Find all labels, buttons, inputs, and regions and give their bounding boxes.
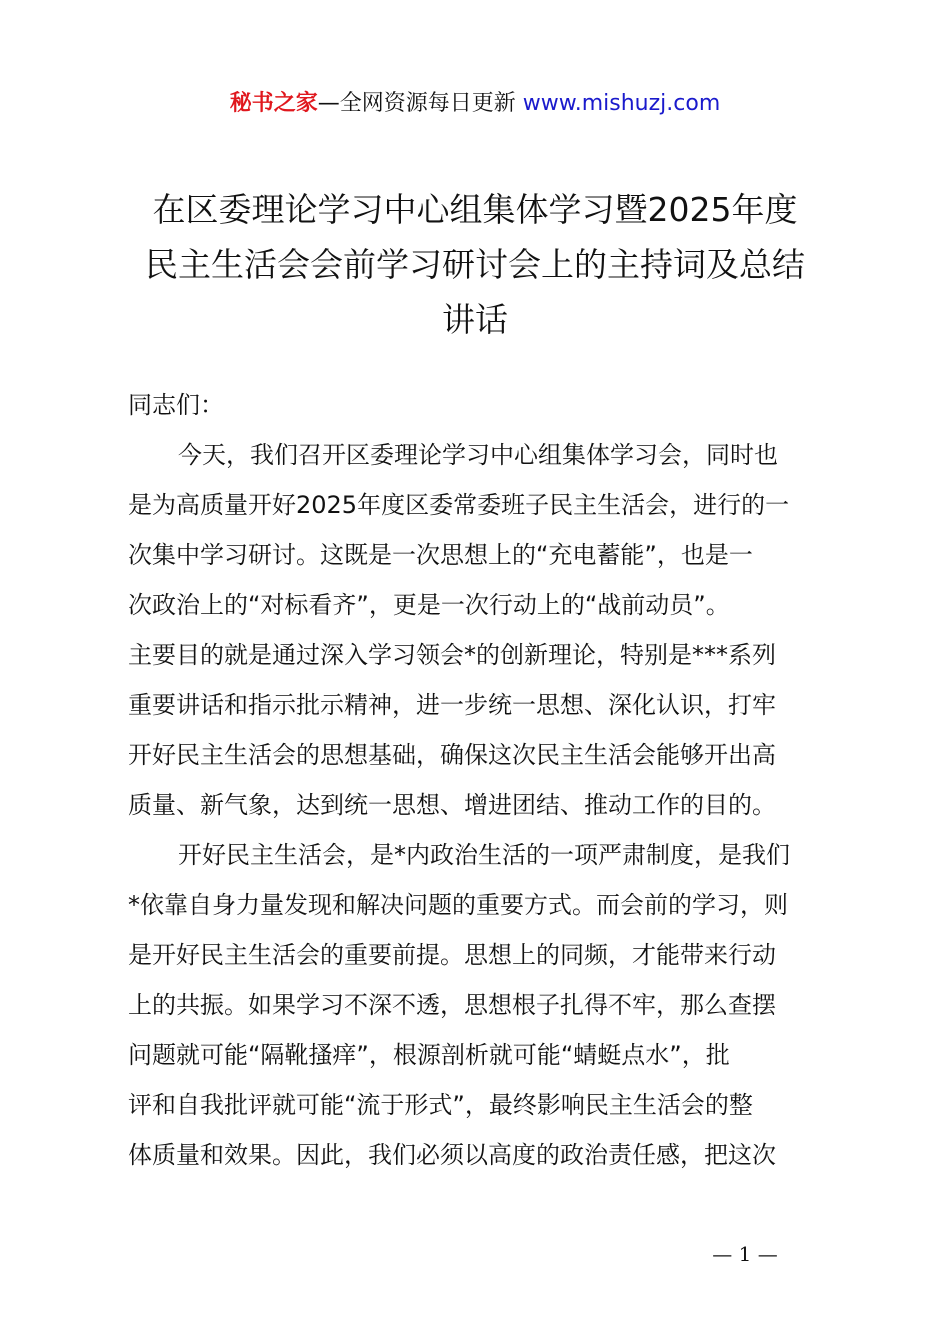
paragraph-line: 次集中学习研讨。这既是一次思想上的“充电蓄能”，也是一 [128, 541, 753, 569]
paragraph-line: 体质量和效果。因此，我们必须以高度的政治责任感，把这次 [128, 1141, 776, 1169]
title-line: 在区委理论学习中心组集体学习暨2025年度 [152, 190, 798, 229]
paragraph-line: 质量、新气象，达到统一思想、增进团结、推动工作的目的。 [128, 791, 776, 819]
page-number: — 1 — [712, 1242, 778, 1266]
site-url[interactable]: www.mishuzj.com [522, 91, 721, 116]
site-brand: 秘书之家 [229, 91, 318, 116]
paragraph-line: 上的共振。如果学习不深不透，思想根子扎得不牢，那么查摆 [128, 991, 776, 1019]
title-line: 民主生活会会前学习研讨会上的主持词及总结 [145, 245, 805, 284]
paragraph-line: 问题就可能“隔靴搔痒”，根源剖析就可能“蜻蜓点水”，批 [128, 1041, 730, 1069]
document-title [110, 182, 840, 347]
paragraph-line: 今天，我们召开区委理论学习中心组集体学习会，同时也 [178, 441, 778, 469]
document-body [128, 380, 838, 1180]
paragraph-line: 开好民主生活会，是*内政治生活的一项严肃制度，是我们 [178, 841, 790, 869]
paragraph-line: 次政治上的“对标看齐”，更是一次行动上的“战前动员”。 [128, 591, 730, 619]
paragraph-line: 评和自我批评就可能“流于形式”，最终影响民主生活会的整 [128, 1091, 753, 1119]
salutation: 同志们： [128, 391, 224, 419]
title-line: 讲话 [442, 300, 508, 339]
paragraph-line: *依靠自身力量发现和解决问题的重要方式。而会前的学习，则 [128, 891, 788, 919]
paragraph-line: 重要讲话和指示批示精神，进一步统一思想、深化认识，打牢 [128, 691, 776, 719]
site-header [0, 88, 950, 120]
paragraph-line: 是为高质量开好2025年度区委常委班子民主生活会，进行的一 [128, 491, 790, 519]
paragraph-line: 开好民主生活会的思想基础，确保这次民主生活会能够开出高 [128, 741, 776, 769]
site-tagline: —全网资源每日更新 [317, 91, 523, 116]
paragraph-line: 是开好民主生活会的重要前提。思想上的同频，才能带来行动 [128, 941, 776, 969]
paragraph-line: 主要目的就是通过深入学习领会*的创新理论，特别是***系列 [128, 641, 776, 669]
